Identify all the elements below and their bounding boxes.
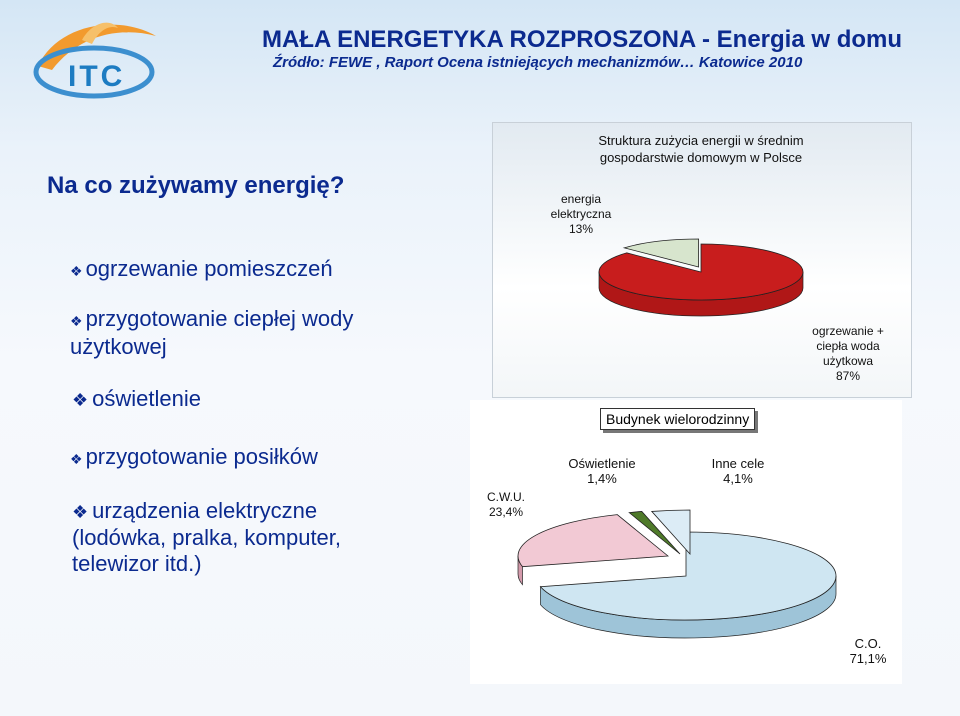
- bullet-text: urządzenia elektryczne: [92, 498, 318, 523]
- chart-1-pie: [492, 122, 910, 396]
- label-value: 13%: [568, 222, 594, 236]
- chart-2-label-cwu: [476, 490, 536, 520]
- bullet-heating: [70, 256, 333, 284]
- bullet-text: przygotowanie posiłków: [85, 444, 318, 469]
- label-name: C.W.U.: [487, 490, 525, 504]
- page-title: MAŁA ENERGETYKA ROZPROSZONA - Energia w domu: [262, 26, 903, 53]
- label-line: elektryczna: [550, 207, 612, 221]
- bullet-hot-water: [70, 306, 353, 360]
- label-line: ciepła woda: [816, 339, 880, 353]
- label-name: Oświetlenie: [568, 456, 636, 471]
- chart-2-pie: [470, 400, 902, 684]
- label-name: Inne cele: [711, 456, 765, 471]
- label-value: 71,1%: [849, 651, 887, 666]
- chart-1-title-line: gospodarstwie domowym w Polsce: [599, 150, 803, 165]
- diamond-bullet-icon: ❖: [72, 502, 89, 522]
- diamond-bullet-icon: ❖: [70, 263, 83, 279]
- label-line: energia: [560, 192, 602, 206]
- label-value: 1,4%: [587, 471, 617, 486]
- bullet-text-continued: (lodówka, pralka, komputer,: [72, 525, 342, 550]
- bullet-text: przygotowanie ciepłej wody: [85, 306, 354, 331]
- chart-1-slice-heating: [599, 244, 803, 300]
- label-line: użytkowa: [822, 354, 874, 368]
- label-name: C.O.: [854, 636, 882, 651]
- bullet-text-continued: telewizor itd.): [72, 551, 202, 576]
- diamond-bullet-icon: ❖: [70, 451, 83, 467]
- question-heading: Na co zużywamy energię?: [47, 172, 345, 199]
- bullet-text: oświetlenie: [92, 386, 201, 411]
- diamond-bullet-icon: ❖: [70, 313, 83, 329]
- label-value: 4,1%: [723, 471, 753, 486]
- chart-1-title-line: Struktura zużycia energii w średnim: [598, 133, 804, 148]
- chart-2-label-other: [696, 456, 780, 486]
- chart-2-title: Budynek wielorodzinny: [600, 408, 755, 430]
- bullet-text-continued: użytkowej: [70, 334, 167, 359]
- bullet-text: ogrzewanie pomieszczeń: [85, 256, 333, 281]
- logo-text: ITC: [68, 60, 126, 93]
- label-value: 23,4%: [488, 505, 524, 519]
- diamond-bullet-icon: ❖: [72, 390, 89, 410]
- label-line: ogrzewanie +: [812, 324, 884, 338]
- itc-logo: [18, 14, 168, 106]
- label-value: 87%: [835, 369, 861, 383]
- bullet-appliances: [72, 498, 341, 577]
- bullet-cooking: [70, 444, 318, 472]
- bullet-lighting: [72, 386, 201, 413]
- chart-2-label-lighting: [556, 456, 648, 486]
- chart-2-label-co: [840, 636, 896, 666]
- page-subtitle: Źródło: FEWE , Raport Ocena istniejących mechanizmów… Katowice 2010: [273, 54, 803, 71]
